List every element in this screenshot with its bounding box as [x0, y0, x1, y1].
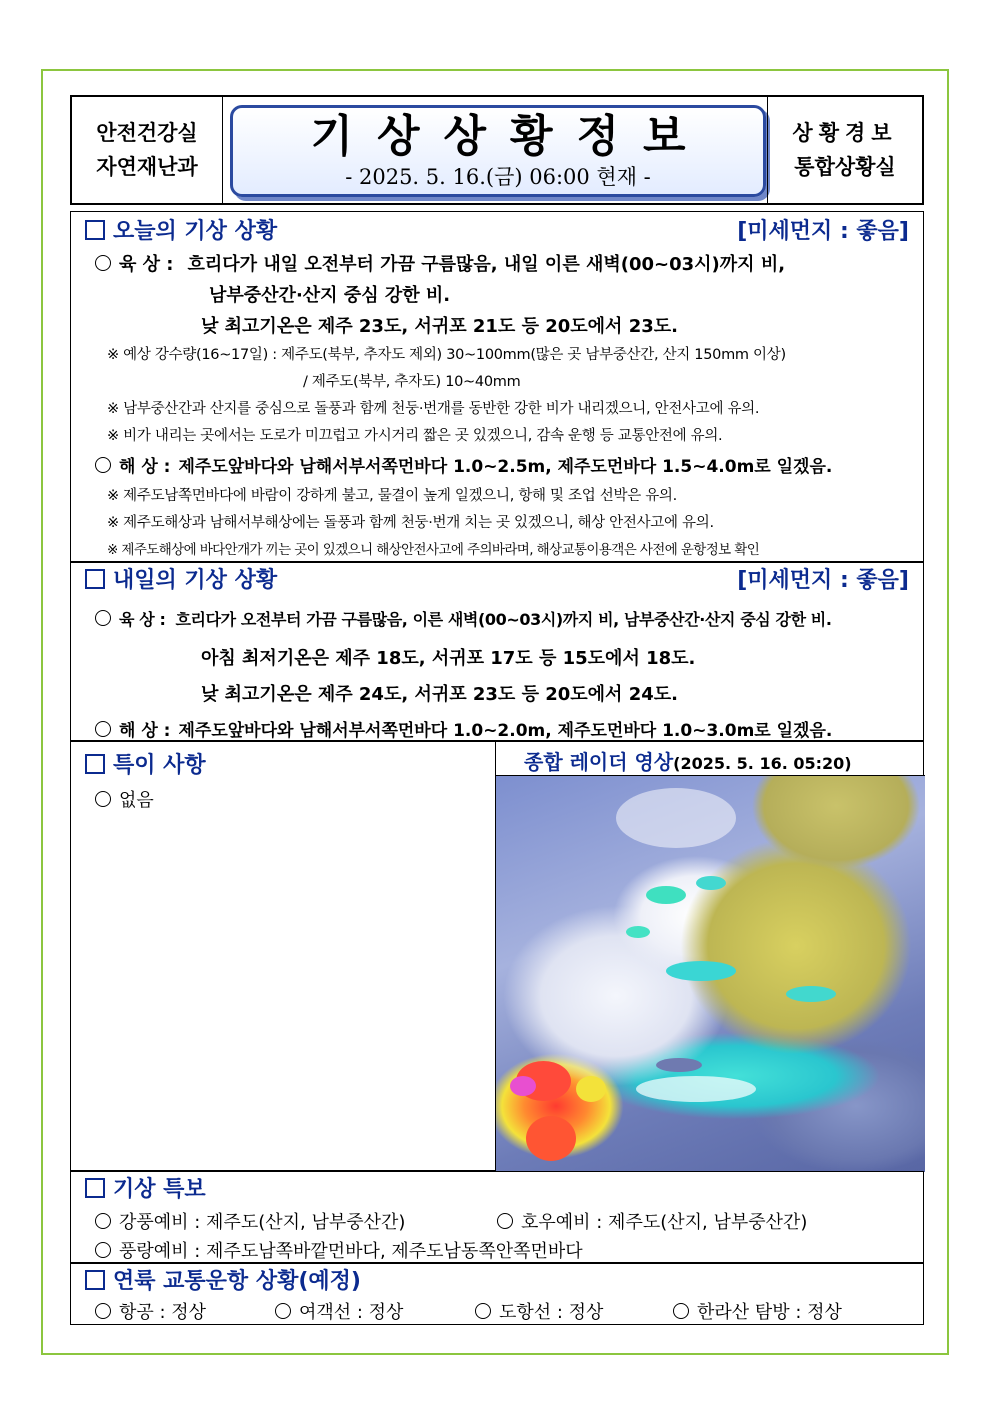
department-line1: 안전건강실: [96, 121, 198, 145]
radar-echo: [656, 1058, 702, 1072]
tomorrow-sea-line: 해 상 : 제주도앞바다와 남해서부서쪽먼바다 1.0~2.0m, 제주도먼바다 1.0~3.0m로 일겠음.: [95, 716, 832, 741]
circle-bullet-icon: [95, 721, 111, 737]
circle-bullet-icon: [95, 610, 111, 626]
warnings-section: [70, 1171, 924, 1263]
tomorrow-land-line2: 아침 최저기온은 제주 18도, 서귀포 17도 등 15도에서 18도.: [201, 648, 696, 669]
today-note-5: ※ 제주도해상과 남해서부해상에는 돌풍과 함께 천둥·번개 치는 곳 있겠으니, 해상 안전사고에 유의.: [107, 515, 714, 531]
tomorrow-title: 내일의 기상 상황: [85, 563, 277, 594]
today-note-4: ※ 제주도남쪽먼바다에 바람이 강하게 불고, 물결이 높게 일겠으니, 항해 및 조업 선박은 유의.: [107, 488, 677, 504]
report-datetime: - 2025. 5. 16.(금) 06:00 현재 -: [345, 165, 651, 189]
circle-bullet-icon: [95, 791, 111, 807]
today-land-line3: 낮 최고기온은 제주 23도, 서귀포 21도 등 20도에서 23도.: [201, 316, 678, 337]
special-title: 특이 사항: [85, 748, 206, 779]
today-section: [70, 211, 924, 562]
today-title: 오늘의 기상 상황: [85, 214, 277, 245]
tomorrow-dust: [미세먼지 : 좋음]: [737, 568, 909, 593]
radar-echo: [526, 1116, 576, 1161]
radar-echo: [646, 886, 686, 904]
traffic-ferry: 여객선 : 정상: [275, 1298, 403, 1324]
tomorrow-land-line1: 육 상 : 흐리다가 오전부터 가끔 구름많음, 이른 새벽(00~03시)까지 비, 남부중산간·산지 중심 강한 비.: [95, 607, 832, 630]
traffic-air: 항공 : 정상: [95, 1298, 206, 1324]
today-dust: [미세먼지 : 좋음]: [737, 219, 909, 244]
circle-bullet-icon: [95, 1213, 111, 1229]
warning-item-wind: 강풍예비 : 제주도(산지, 남부중산간): [95, 1208, 405, 1234]
today-note-rain2: / 제주도(북부, 추자도) 10~40mm: [303, 374, 521, 390]
special-section: [70, 741, 924, 1171]
department-box: [72, 97, 223, 203]
traffic-section: [70, 1263, 924, 1325]
radar-echo: [616, 788, 736, 848]
checkbox-icon: [85, 1178, 105, 1198]
checkbox-icon: [85, 1270, 105, 1290]
circle-bullet-icon: [275, 1303, 291, 1319]
office-line1: 상황경보: [792, 121, 898, 145]
tomorrow-land-line3: 낮 최고기온은 제주 24도, 서귀포 23도 등 20도에서 24도.: [201, 684, 678, 705]
checkbox-icon: [85, 220, 105, 240]
page-title: 기상상황정보: [310, 111, 710, 162]
today-sea-line: 해 상 : 제주도앞바다와 남해서부서쪽먼바다 1.0~2.5m, 제주도먼바다 1.5~4.0m로 일겠음.: [95, 452, 832, 477]
radar-time: (2025. 5. 16. 05:20): [673, 754, 852, 773]
today-land-line2: 남부중산간·산지 중심 강한 비.: [209, 285, 451, 306]
today-note-rain1: ※ 예상 강수량(16~17일) : 제주도(북부, 추자도 제외) 30~100mm(많은 곳 남부중산간, 산지 150mm 이상): [107, 347, 786, 363]
radar-echo: [666, 961, 736, 981]
traffic-title: 연륙 교통운항 상황(예정): [85, 1264, 361, 1295]
circle-bullet-icon: [95, 457, 111, 473]
radar-echo: [786, 986, 836, 1002]
traffic-hallasan: 한라산 탐방 : 정상: [673, 1298, 842, 1324]
radar-image: [495, 776, 925, 1172]
today-note-3: ※ 비가 내리는 곳에서는 도로가 미끄럽고 가시거리 짧은 곳 있겠으니, 감속 운행 등 교통안전에 유의.: [107, 428, 723, 444]
radar-echo: [576, 1076, 606, 1102]
header: [70, 95, 924, 205]
warnings-title: 기상 특보: [85, 1172, 206, 1203]
warning-item-rain: 호우예비 : 제주도(산지, 남부중산간): [497, 1208, 807, 1234]
today-land-line1: 육 상 : 흐리다가 내일 오전부터 가끔 구름많음, 내일 이른 새벽(00~03시)까지 비,: [95, 250, 785, 276]
special-item: 없음: [95, 786, 154, 812]
checkbox-icon: [85, 754, 105, 774]
radar-title: 종합 레이더 영상(2025. 5. 16. 05:20): [495, 742, 925, 776]
radar-echo: [636, 1076, 756, 1102]
checkbox-icon: [85, 569, 105, 589]
department-line2: 자연재난과: [96, 155, 198, 179]
office-line2: 통합상황실: [794, 155, 896, 179]
circle-bullet-icon: [673, 1303, 689, 1319]
circle-bullet-icon: [95, 1303, 111, 1319]
tomorrow-section: [70, 562, 924, 741]
radar-echo: [626, 926, 650, 938]
title-box: [230, 105, 766, 197]
radar-echo: [696, 876, 726, 890]
today-note-2: ※ 남부중산간과 산지를 중심으로 돌풍과 함께 천둥·번개를 동반한 강한 비가 내리겠으니, 안전사고에 유의.: [107, 401, 760, 417]
circle-bullet-icon: [95, 1242, 111, 1258]
today-note-6: ※ 제주도해상에 바다안개가 끼는 곳이 있겠으니 해상안전사고에 주의바라며, 해상교통이용객은 사전에 운항정보 확인: [107, 542, 760, 558]
radar-echo: [510, 1076, 536, 1096]
circle-bullet-icon: [475, 1303, 491, 1319]
traffic-island-ferry: 도항선 : 정상: [475, 1298, 603, 1324]
circle-bullet-icon: [95, 255, 111, 271]
circle-bullet-icon: [497, 1213, 513, 1229]
warning-item-wave: 풍랑예비 : 제주도남쪽바깥먼바다, 제주도남동쪽안쪽먼바다: [95, 1237, 583, 1263]
office-box: [767, 97, 922, 203]
